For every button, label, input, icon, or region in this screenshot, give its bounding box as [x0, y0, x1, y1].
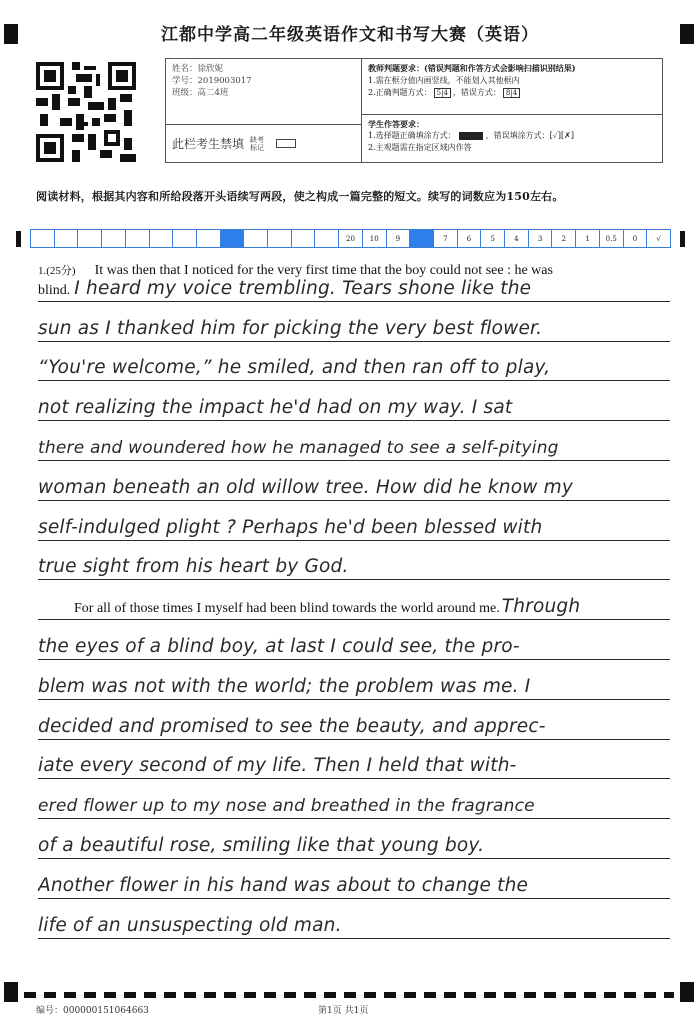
- score-cell[interactable]: 10: [363, 230, 387, 247]
- wrong-fill-example: [✓][✗]: [549, 131, 574, 140]
- score-cell[interactable]: [31, 230, 55, 247]
- handwritten-line: “You're welcome,” he smiled, and then ran off to play,: [38, 357, 551, 379]
- registration-marker-bottom-right: [680, 982, 694, 1002]
- writing-line: [38, 421, 670, 461]
- sheet-code: 编号：000000151064663: [36, 1006, 149, 1016]
- writing-line: [38, 740, 670, 780]
- paragraph2-opening: For all of those times I myself had been blind towards the world around me.: [74, 601, 500, 617]
- student-id: 学号：2019003017: [172, 76, 252, 86]
- handwritten-line: not realizing the impact he'd had on my way. I sat: [38, 397, 513, 419]
- score-cell-marked[interactable]: [410, 230, 434, 247]
- score-cell[interactable]: 0.5: [600, 230, 624, 247]
- score-cell[interactable]: 9: [387, 230, 411, 247]
- score-cell[interactable]: 6: [458, 230, 482, 247]
- score-cell[interactable]: 0: [624, 230, 648, 247]
- registration-marker-bottom-left: [4, 982, 18, 1002]
- score-bar: [30, 229, 671, 248]
- handwritten-line: iate every second of my life. Then I held that with-: [38, 755, 517, 777]
- timing-track: [24, 992, 674, 998]
- handwritten-line: self-indulged plight ? Perhaps he'd been blessed with: [38, 516, 543, 538]
- score-cell[interactable]: 5: [481, 230, 505, 247]
- writing-line: [38, 700, 670, 740]
- score-cell[interactable]: [173, 230, 197, 247]
- handwritten-line: Through: [501, 596, 581, 618]
- teacher-req-line1: 1.需在框分值内画竖线，不能划入其他框内: [368, 76, 520, 85]
- correct-mark-example: 5|4: [434, 88, 451, 98]
- teacher-req-note: (错误判题和作答方式会影响扫描识别结果): [424, 63, 576, 73]
- handwritten-line: true sight from his heart by God.: [38, 556, 349, 578]
- score-cell[interactable]: 2: [552, 230, 576, 247]
- student-requirements: [362, 115, 662, 162]
- registration-marker-right: [680, 231, 685, 247]
- writing-line: [38, 859, 670, 899]
- handwritten-line: blem was not with the world; the problem was me. I: [38, 675, 531, 697]
- score-cell[interactable]: [197, 230, 221, 247]
- writing-line: [38, 819, 670, 859]
- student-class: 班级：高二4班: [172, 88, 229, 98]
- score-cell[interactable]: 7: [434, 230, 458, 247]
- writing-line: [38, 660, 670, 700]
- student-req-line2: 2.主观题需在指定区域内作答: [368, 143, 472, 152]
- writing-line: [38, 461, 670, 501]
- score-cell[interactable]: [292, 230, 316, 247]
- teacher-req-title: 教师判题要求：: [368, 63, 424, 73]
- writing-line: [38, 501, 670, 541]
- score-cell[interactable]: [244, 230, 268, 247]
- writing-line: [38, 899, 670, 939]
- writing-line: [38, 541, 670, 581]
- score-cell[interactable]: √: [656, 234, 661, 243]
- teacher-requirements: [362, 59, 662, 115]
- writing-line: [38, 302, 670, 342]
- handwritten-line: life of an unsuspecting old man.: [38, 914, 342, 936]
- student-details: [166, 59, 361, 125]
- score-cell[interactable]: [126, 230, 150, 247]
- filled-bubble-example: [459, 132, 483, 140]
- writing-line: [38, 381, 670, 421]
- info-panel: [165, 58, 663, 163]
- handwritten-line: Another flower in his hand was about to change the: [38, 874, 529, 896]
- task-instruction: 阅读材料，根据其内容和所给段落开头语续写两段，使之构成一篇完整的短文。续写的词数应为150左右。: [36, 190, 564, 203]
- paragraph1-opening: It was then that I noticed for the very first time that the boy could not see : he was: [94, 263, 553, 278]
- teacher-req-line2: 2.正确判题方式： 5|4 ，错误方式： 8|4: [368, 87, 656, 99]
- writing-line: [38, 580, 670, 620]
- score-cell[interactable]: [55, 230, 79, 247]
- score-cell[interactable]: 4: [505, 230, 529, 247]
- writing-line: [38, 620, 670, 660]
- handwritten-line: I heard my voice trembling. Tears shone like the: [74, 277, 532, 299]
- requirements-section: [362, 59, 662, 162]
- handwritten-line: the eyes of a blind boy, at last I could see, the pro-: [38, 635, 520, 657]
- missing-mark-checkbox[interactable]: [276, 139, 296, 148]
- registration-marker-left: [16, 231, 21, 247]
- student-name: 姓名：徐欣妮: [172, 64, 224, 74]
- score-cell[interactable]: [150, 230, 174, 247]
- writing-line: [38, 262, 670, 302]
- writing-line: [38, 342, 670, 382]
- student-req-title: 学生作答要求：: [368, 119, 424, 129]
- wrong-mark-example: 8|4: [503, 88, 520, 98]
- page-title: 江都中学高二年级英语作文和书写大赛（英语）: [161, 25, 539, 45]
- handwritten-line: woman beneath an old willow tree. How did he know my: [38, 476, 574, 498]
- qr-code: [36, 62, 136, 162]
- score-cell[interactable]: [78, 230, 102, 247]
- score-cell[interactable]: [315, 230, 339, 247]
- question-label: 1.(25分): [38, 265, 76, 277]
- handwritten-line: ered flower up to my nose and breathed in the fragrance: [38, 796, 535, 817]
- no-fill-section: [166, 125, 361, 162]
- no-fill-label: 此栏考生禁填: [172, 137, 245, 151]
- score-cell[interactable]: 1: [576, 230, 600, 247]
- handwritten-line: of a beautiful rose, smiling like that young boy.: [38, 834, 485, 856]
- score-cell[interactable]: [268, 230, 292, 247]
- student-info-section: [166, 59, 362, 162]
- handwritten-line: there and woundered how he managed to see a self-pitying: [38, 437, 559, 458]
- missing-mark-label: 缺考标记: [250, 135, 265, 152]
- score-cell[interactable]: 20: [339, 230, 363, 247]
- score-cell[interactable]: [102, 230, 126, 247]
- handwritten-line: sun as I thanked him for picking the very best flower.: [38, 317, 543, 339]
- writing-line: [38, 779, 670, 819]
- paragraph1-lead: blind.: [38, 282, 71, 298]
- page-number: 第1页 共1页: [318, 1006, 369, 1016]
- handwritten-line: decided and promised to see the beauty, and apprec-: [38, 715, 546, 737]
- score-cell[interactable]: 3: [529, 230, 553, 247]
- student-req-line1: 1.选择题正确填涂方式： ，错误填涂方式：[✓][✗]: [368, 131, 574, 140]
- score-cell-marked[interactable]: [221, 230, 245, 247]
